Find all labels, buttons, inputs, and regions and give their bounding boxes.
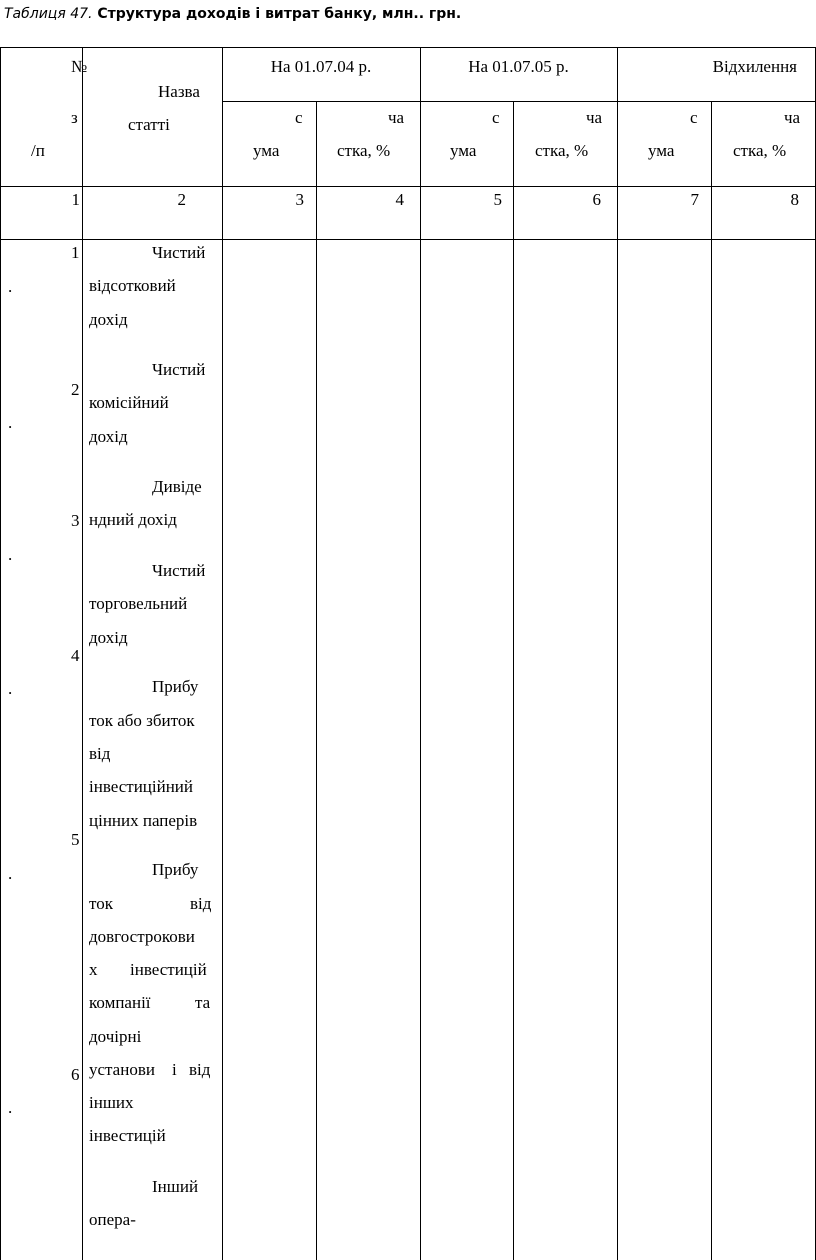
chastka-header-2b: стка, % bbox=[535, 141, 589, 160]
item-name-line: дохід bbox=[89, 628, 128, 647]
suma-header-1b: ума bbox=[253, 141, 280, 160]
suma-header-2b: ума bbox=[450, 141, 477, 160]
item-name-line: ндний дохід bbox=[89, 510, 177, 529]
caption-title: Структура доходів і витрат банку, млн.. грн. bbox=[92, 6, 462, 22]
item-name-line: і bbox=[172, 1060, 177, 1079]
col-divider-5 bbox=[513, 101, 514, 1260]
item-name-line: х bbox=[89, 960, 98, 979]
name-header-2: статті bbox=[128, 115, 170, 134]
num-header-3: /п bbox=[31, 141, 45, 160]
period-2005: На 01.07.05 р. bbox=[468, 57, 569, 76]
suma-header-3b: ума bbox=[648, 141, 675, 160]
item-name-line: опера- bbox=[89, 1210, 136, 1229]
row-number-dot: . bbox=[8, 1098, 13, 1117]
chastka-header-1: ча bbox=[388, 108, 405, 127]
item-name-line: інвестицій bbox=[89, 1126, 166, 1145]
item-name-line: дохід bbox=[89, 427, 128, 446]
item-name-line: компанії bbox=[89, 993, 151, 1012]
num-header-1: № bbox=[71, 57, 88, 76]
chastka-header-2: ча bbox=[586, 108, 603, 127]
row-number-digit: 3 bbox=[71, 511, 80, 530]
row-number-dot: . bbox=[8, 413, 13, 432]
col-number: 6 bbox=[592, 190, 601, 209]
item-name-line: Інший bbox=[152, 1177, 199, 1196]
col-divider-4 bbox=[420, 47, 421, 1260]
item-name-line: інвестицій bbox=[130, 960, 207, 979]
row-number-digit: 2 bbox=[71, 380, 80, 399]
suma-header-3: с bbox=[690, 108, 698, 127]
table-border-left bbox=[0, 47, 1, 1260]
item-name-line: від bbox=[89, 744, 111, 763]
item-name-line: Чистий bbox=[152, 243, 206, 262]
item-name-line: цінних паперів bbox=[89, 811, 198, 830]
row-number-digit: 4 bbox=[71, 646, 80, 665]
item-name-line: комісійний bbox=[89, 393, 169, 412]
header-bottom-rule bbox=[0, 186, 816, 187]
col-number: 8 bbox=[790, 190, 799, 209]
item-name-line: ток або збиток bbox=[89, 711, 195, 730]
row-number-digit: 1 bbox=[71, 243, 80, 262]
col-number: 5 bbox=[493, 190, 502, 209]
col-number: 3 bbox=[295, 190, 304, 209]
period-2004: На 01.07.04 р. bbox=[270, 57, 372, 76]
item-name-line: торговельний bbox=[89, 594, 188, 613]
col-divider-3 bbox=[316, 101, 317, 1260]
suma-header-2: с bbox=[492, 108, 500, 127]
name-header-1: Назва bbox=[158, 82, 200, 101]
item-name-line: Чистий bbox=[152, 360, 206, 379]
col-number: 7 bbox=[690, 190, 699, 209]
col-number: 2 bbox=[177, 190, 186, 209]
row-number-dot: . bbox=[8, 864, 13, 883]
row-number-digit: 6 bbox=[71, 1065, 80, 1084]
item-name-line: дочірні bbox=[89, 1027, 142, 1046]
col-divider-1 bbox=[82, 47, 83, 1260]
item-name-line: ток bbox=[89, 894, 113, 913]
item-name-line: від bbox=[189, 1060, 211, 1079]
row-number-digit: 5 bbox=[71, 830, 80, 849]
item-name-line: Чистий bbox=[152, 561, 206, 580]
item-name-line: установи bbox=[89, 1060, 155, 1079]
item-name-line: та bbox=[195, 993, 211, 1012]
col-number: 4 bbox=[395, 190, 404, 209]
row-number-dot: . bbox=[8, 679, 13, 698]
chastka-header-1b: стка, % bbox=[337, 141, 391, 160]
item-name-line: Прибу bbox=[152, 677, 199, 696]
item-name-line: від bbox=[190, 894, 212, 913]
item-name-line: довгострокови bbox=[89, 927, 195, 946]
item-name-line: інвестиційний bbox=[89, 777, 194, 796]
col-divider-6 bbox=[617, 47, 618, 1260]
period-header-rule bbox=[222, 101, 816, 102]
caption-prefix: Таблиця 47. bbox=[4, 6, 93, 22]
chastka-header-3: ча bbox=[784, 108, 801, 127]
col-divider-7 bbox=[711, 101, 712, 1260]
chastka-header-3b: стка, % bbox=[733, 141, 787, 160]
period-deviation: Відхилення bbox=[712, 57, 797, 76]
table-border-top bbox=[0, 47, 816, 48]
row-number-dot: . bbox=[8, 545, 13, 564]
suma-header-1: с bbox=[295, 108, 303, 127]
item-name-line: дохід bbox=[89, 310, 128, 329]
row-number-dot: . bbox=[8, 277, 13, 296]
num-header-2: з bbox=[71, 108, 78, 127]
item-name-line: Дивіде bbox=[152, 477, 202, 496]
col-number-row-rule bbox=[0, 239, 816, 240]
item-name-line: інших bbox=[89, 1093, 134, 1112]
col-number: 1 bbox=[71, 190, 80, 209]
item-name-line: відсотковий bbox=[89, 276, 176, 295]
item-name-line: Прибу bbox=[152, 860, 199, 879]
col-divider-2 bbox=[222, 47, 223, 1260]
